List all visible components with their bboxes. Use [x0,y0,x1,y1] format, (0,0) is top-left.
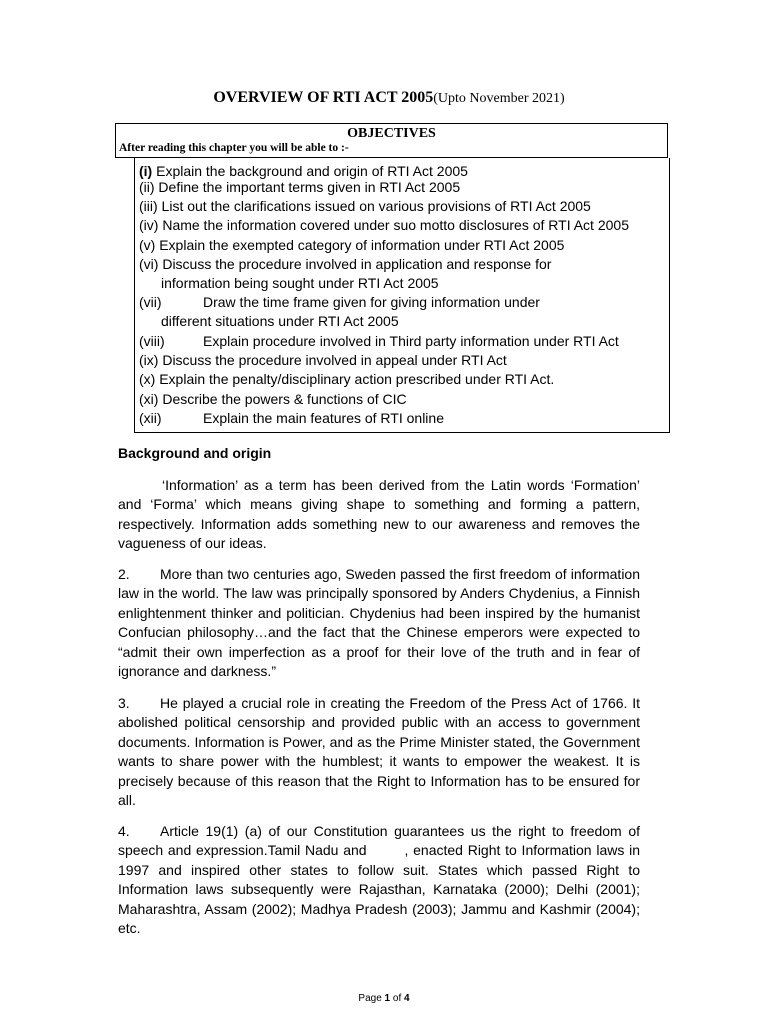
paragraph [118,565,640,681]
paragraph-text: Article 19(1) (a) of our Constitution guarantees us the right to freedom of speech and expression.Tamil Nadu and , enacted Right to Information laws in 1997 and inspired other states to follow suit. States which passed Right to Information laws subsequently were Rajasthan, Karnataka (2000); Delhi (2001); Maharashtra, Assam (2002); Madhya Pradesh (2003); Jammu and Kashmir (2004); etc. [118,823,644,937]
objective-item: (x) Explain the penalty/disciplinary action prescribed under RTI Act. [139,371,555,387]
total-pages: 4 [404,993,410,1004]
title-main: OVERVIEW OF RTI ACT 2005 [213,89,434,106]
objective-item: (xii) Explain the main features of RTI online [139,410,444,426]
objective-item-continued: information being sought under RTI Act 2005 [161,275,439,291]
paragraph-text: ‘Information’ as a term has been derived from the Latin words ‘Formation’ and ‘Forma’ which means giving shape to something and forming a pattern, respectively. Information adds something new to our awareness and removes the vagueness of our ideas. [118,477,640,552]
paragraph-text: He played a crucial role in creating the Freedom of the Press Act of 1766. It abolished political censorship and provided public with an access to government documents. Information is Power, and as the Prime Minister stated, the Government wants to share power with the humblest; it wants to empower the weakest. It is precisely because of this reason that the Right to Information has to be ensured for all. [118,695,640,809]
objective-item: (ix) Discuss the procedure involved in appeal under RTI Act [139,352,507,368]
objective-item: (iv) Name the information covered under suo motto disclosures of RTI Act 2005 [139,217,629,233]
paragraph [118,476,640,554]
title-subtitle: (Upto November 2021) [433,91,565,106]
page-footer: Page 1 of 4 [358,993,410,1004]
objectives-lead: After reading this chapter you will be able to :- [119,142,349,154]
objective-item: (xi) Describe the powers & functions of CIC [139,391,407,407]
objective-item: (vi) Discuss the procedure involved in application and response for [139,256,552,272]
document-title [0,88,768,109]
objective-item: (v) Explain the exempted category of information under RTI Act 2005 [139,237,565,253]
objective-item: (i) Explain the background and origin of RTI Act 2005 [139,163,468,179]
paragraph [118,822,644,938]
section-heading: Background and origin [118,445,272,461]
paragraph-number: 3. [118,695,130,711]
objectives-heading: OBJECTIVES [347,126,436,141]
paragraph-text: More than two centuries ago, Sweden passed the first freedom of information law in the world. The law was principally sponsored by Anders Chydenius, a Finnish enlightenment thinker and politician. Chydenius had been inspired by the humanist Confucian philosophy…and the fact that the Chinese emperors were expected to “admit their own imperfection as a proof for their love of the truth and in fear of ignorance and darkness.” [118,566,640,680]
paragraph-number: 2. [118,566,130,582]
paragraph-number: 4. [118,823,130,839]
objective-item: (viii) Explain procedure involved in Third party information under RTI Act [139,333,619,349]
current-page: 1 [384,993,391,1004]
objective-item: (ii) Define the important terms given in RTI Act 2005 [139,179,461,195]
objectives-header-box [115,123,668,158]
objective-item: (vii) Draw the time frame given for giving information under [139,294,540,310]
objective-item-continued: different situations under RTI Act 2005 [161,313,399,329]
paragraph [118,694,640,810]
objective-item: (iii) List out the clarifications issued on various provisions of RTI Act 2005 [139,198,591,214]
